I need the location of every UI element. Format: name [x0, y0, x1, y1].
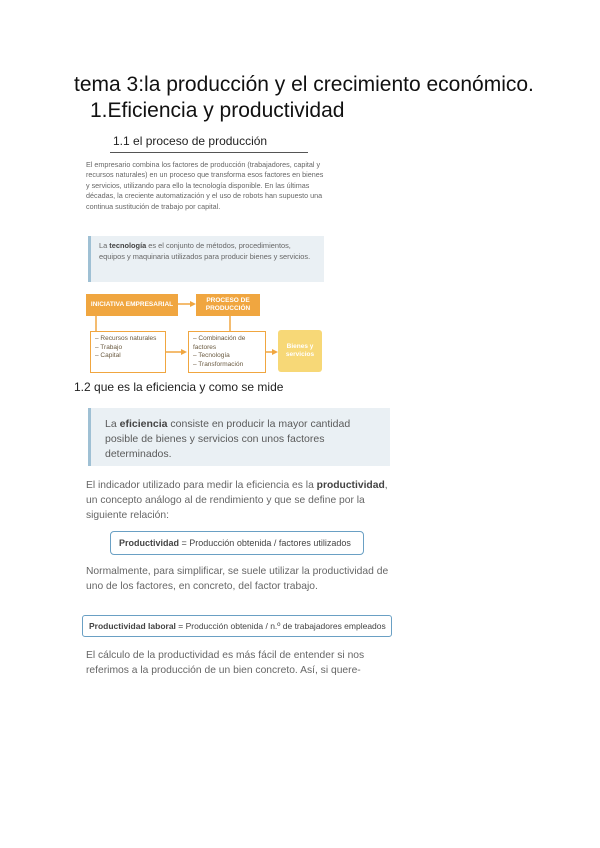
technology-callout	[88, 236, 324, 282]
process-item: – Combinación de factores	[193, 335, 246, 351]
input-item: – Recursos naturales	[95, 335, 157, 342]
section-heading: 1.Eficiencia y productividad	[90, 99, 345, 122]
subsection-heading-1: 1.1 el proceso de producción	[113, 134, 268, 148]
callout-prefix: La	[99, 241, 110, 250]
input-item: – Capital	[95, 352, 121, 359]
document-title: tema 3:la producción y el crecimiento económico.	[74, 73, 534, 96]
calculation-paragraph: El cálculo de la productividad es más fácil de entender si nos referimos a la producción de un bien concreto. Así, si quere-	[86, 650, 365, 676]
input-item: – Trabajo	[95, 343, 123, 351]
callout-text: es el conjunto de métodos, procedimientos, equipos y maquinaria utilizados para producir bienes y servicios.	[99, 241, 311, 261]
productivity-formula	[110, 531, 364, 555]
subsection-heading-2: 1.2 que es la eficiencia y como se mide	[74, 380, 284, 394]
formula-expression: = Producción obtenida / factores utilizados	[181, 538, 351, 548]
productivity-term: productividad	[316, 480, 385, 491]
simplification-paragraph: Normalmente, para simplificar, se suele utilizar la productividad de uno de los factores, en concreto, del factor trabajo.	[86, 566, 389, 592]
efficiency-term: eficiencia	[119, 418, 168, 430]
callout-text: consiste en producir la mayor cantidad posible de bienes y servicios con unos factores determinados.	[105, 418, 351, 460]
labor-productivity-formula	[82, 615, 392, 637]
paragraph-text: , un concepto análogo al de rendimiento y que se define por la siguiente relación:	[86, 480, 388, 521]
production-paragraph: El empresario combina los factores de producción (trabajadores, capital y recursos naturales) en un proceso que transforma esos factores en bienes y servicios, utilizando para ello la tecnología disponible. En las últimas décadas, la creciente automatización y el uso de robots han supuesto una continua sustitución de trabajo por capital.	[86, 160, 324, 211]
inputs-box	[90, 331, 166, 373]
formula-term: Productividad	[119, 538, 180, 548]
process-item: – Transformación	[193, 360, 244, 368]
production-process-box: PROCESO DE PRODUCCIÓN	[196, 294, 260, 316]
output-box: Bienes y servicios	[278, 330, 322, 372]
paragraph-text: El indicador utilizado para medir la eficiencia es la	[86, 480, 317, 491]
technology-term: tecnología	[109, 241, 147, 250]
formula-term: Productividad laboral	[89, 621, 176, 631]
formula-expression: = Producción obtenida / n.º de trabajadores empleados	[178, 621, 386, 631]
entrepreneur-box: INICIATIVA EMPRESARIAL	[86, 294, 178, 316]
callout-prefix: La	[105, 418, 120, 430]
process-box	[188, 331, 266, 373]
process-item: – Tecnología	[193, 352, 230, 359]
productivity-paragraph	[86, 478, 392, 523]
efficiency-callout	[88, 408, 390, 466]
divider	[110, 152, 308, 153]
